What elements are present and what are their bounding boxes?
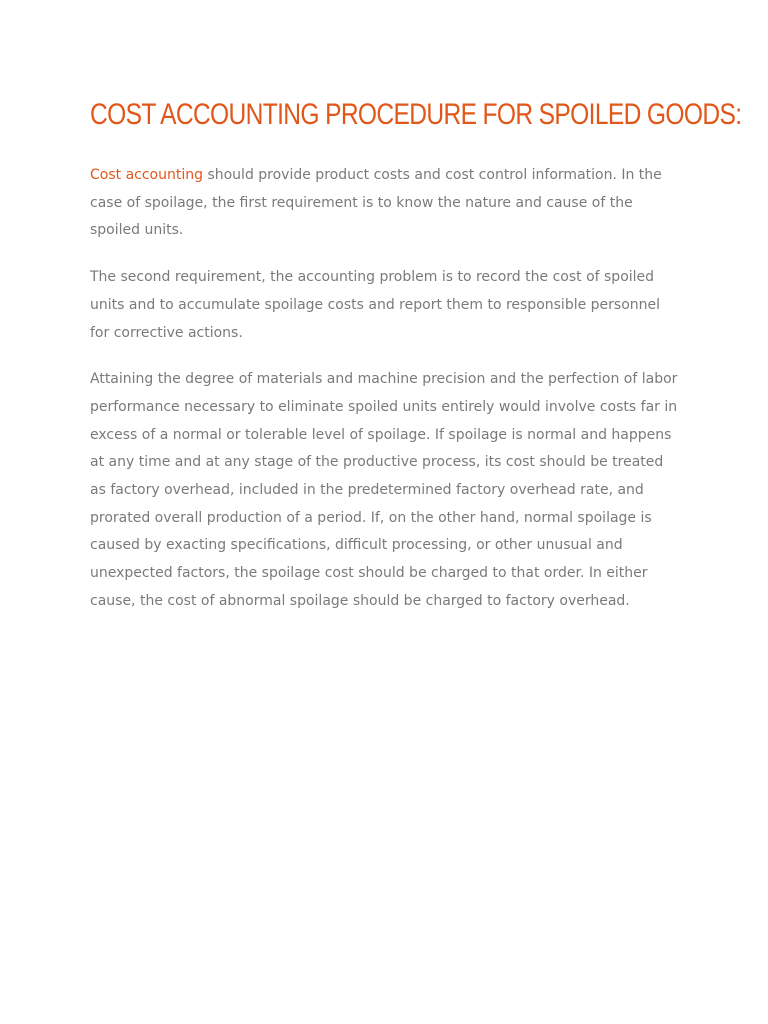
paragraph-1-text: should provide product costs and cost control information. In the case of spoilage, the first requirement is to know the nature and cause of the spoiled units. [90, 167, 662, 239]
cost-accounting-link[interactable]: Cost accounting [90, 167, 203, 183]
paragraph-3-text: Attaining the degree of materials and machine precision and the perfection of labor performance necessary to eliminate spoiled units entirely would involve costs far in excess of a normal or tolerable level of spoilage. If spoilage is normal and happens at any time and at any stage of the productive process, its cost should be treated as factory overhead, included in the predetermined factory overhead rate, and prorated overall production of a period. If, on the other hand, normal spoilage is caused by exacting specifications, difficult processing, or other unusual and unexpected factors, the spoilage cost should be charged to that order. In either cause, the cost of abnormal spoilage should be charged to factory overhead. [90, 371, 678, 609]
paragraph-2-text: The second requirement, the accounting problem is to record the cost of spoiled units and to accumulate spoilage costs and report them to responsible personnel for corrective actions. [90, 269, 661, 341]
article-paragraph-1 [90, 162, 680, 245]
article-heading: COST ACCOUNTING PROCEDURE FOR SPOILED GOODS: [90, 98, 742, 131]
article-paragraph-2 [90, 264, 680, 347]
article-paragraph-3 [90, 366, 680, 615]
